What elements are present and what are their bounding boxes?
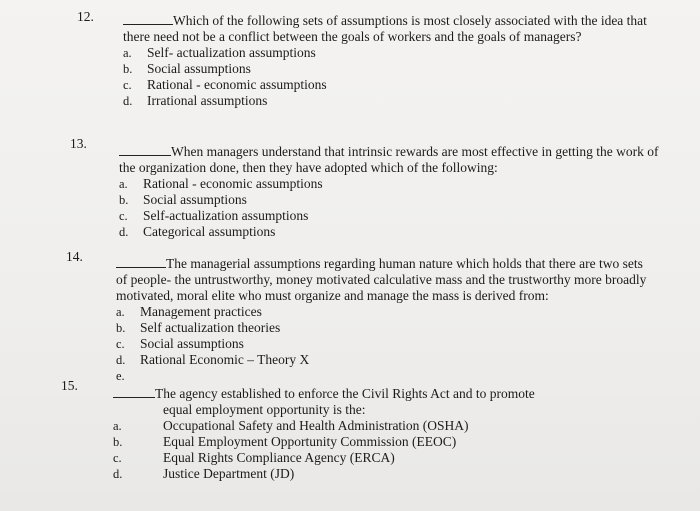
question-stem-line: equal employment opportunity is the:: [163, 402, 366, 417]
option: c. Equal Rights Compliance Agency (ERCA): [113, 450, 395, 465]
option: b. Equal Employment Opportunity Commission (EEOC): [113, 434, 457, 449]
option: a. Management practices: [116, 304, 262, 319]
option: d. Categorical assumptions: [119, 224, 276, 239]
question-stem-line: the organization done, then they have adopted which of the following:: [119, 160, 498, 175]
option: c. Rational - economic assumptions: [123, 77, 327, 92]
option: a. Occupational Safety and Health Administration (OSHA): [113, 418, 469, 433]
answer-blank: [116, 255, 166, 268]
question-stem-line: The managerial assumptions regarding human nature which holds that there are two sets: [116, 255, 646, 272]
option: a. Self- actualization assumptions: [123, 45, 316, 60]
question-stem-line: The agency established to enforce the Civil Rights Act and to promote: [113, 385, 535, 402]
question-number: 15.: [61, 378, 78, 393]
option: c. Social assumptions: [116, 336, 244, 351]
question-number: 13.: [70, 136, 87, 151]
question-number: 12.: [77, 9, 94, 24]
question-stem-line: When managers understand that intrinsic rewards are most effective in getting the work of: [119, 143, 658, 160]
question-stem-line: of people- the untrustworthy, money motivated calculative mass and the trustworthy more broadly: [116, 272, 647, 287]
question-13: [119, 143, 658, 240]
question-14: [116, 255, 646, 384]
answer-blank: [113, 385, 155, 398]
question-stem-line: there need not be a conflict between the goals of workers and the goals of managers?: [123, 29, 582, 44]
question-stem-line: Which of the following sets of assumptions is most closely associated with the idea that: [123, 12, 647, 29]
option: b. Social assumptions: [119, 192, 247, 207]
answer-blank: [119, 143, 171, 156]
option: b. Self actualization theories: [116, 320, 281, 335]
answer-blank: [123, 12, 173, 25]
option: e.: [116, 369, 125, 383]
option: b. Social assumptions: [123, 61, 251, 76]
option: d. Irrational assumptions: [123, 93, 268, 108]
option: d. Rational Economic – Theory X: [116, 352, 310, 367]
option: a. Rational - economic assumptions: [119, 176, 323, 191]
question-stem-line: motivated, moral elite who must organize and manage the mass is derived from:: [116, 288, 549, 303]
option: d. Justice Department (JD): [113, 466, 295, 481]
question-12: [123, 12, 647, 109]
question-15: [113, 385, 535, 482]
question-number: 14.: [66, 249, 83, 264]
option: c. Self-actualization assumptions: [119, 208, 309, 223]
